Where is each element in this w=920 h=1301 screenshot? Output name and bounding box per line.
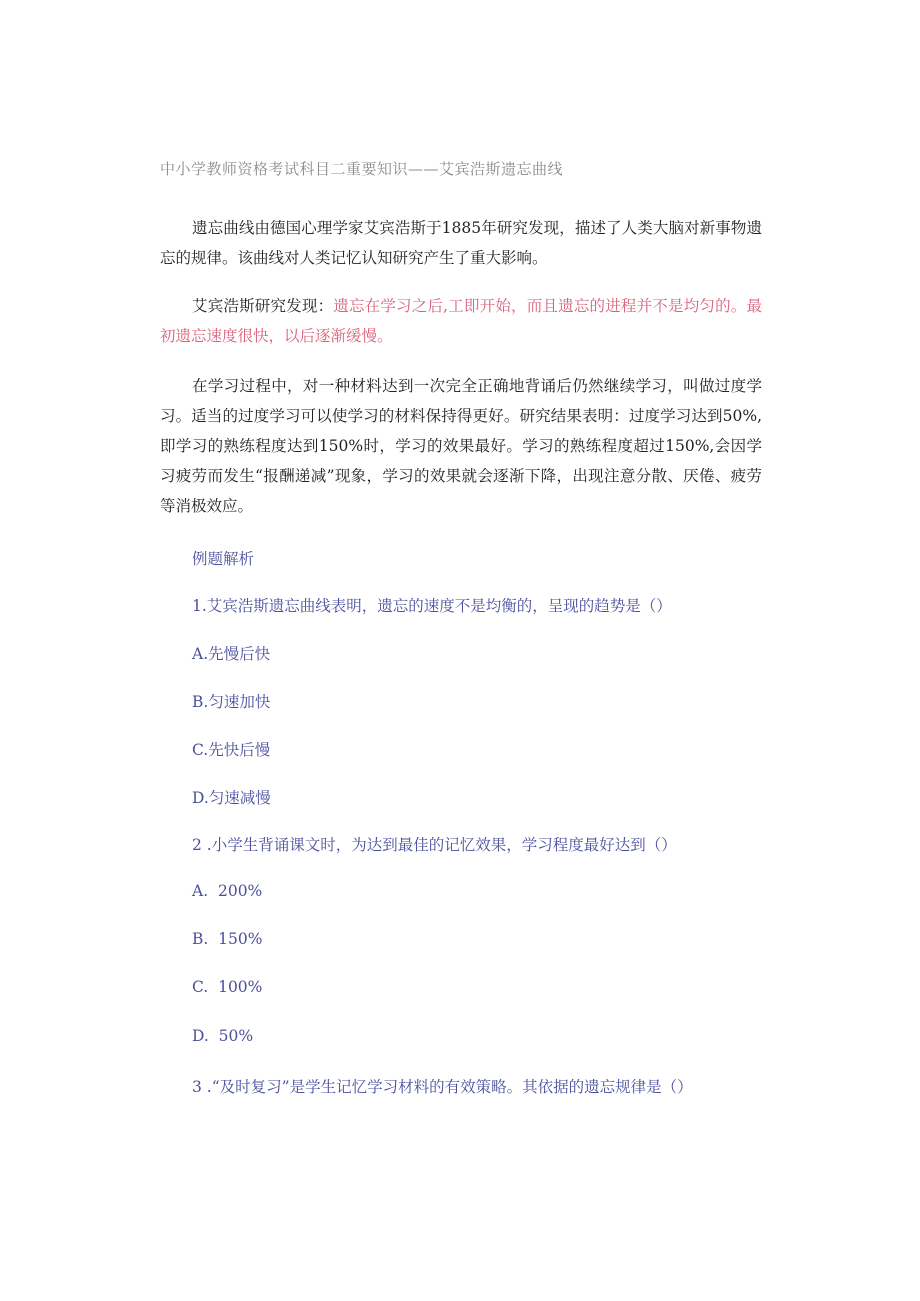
document-title: 中小学教师资格考试科目二重要知识——艾宾浩斯遗忘曲线 [160, 160, 564, 178]
intro-paragraph: 遗忘曲线由德国心理学家艾宾浩斯于1885年研究发现，描述了人类大脑对新事物遗忘的规律。该曲线对人类记忆认知研究产生了重大影响。 [160, 219, 762, 267]
research-finding-label: 艾宾浩斯研究发现： [192, 297, 334, 315]
question-3-stem: 3 .“及时复习”是学生记忆学习材料的有效策略。其依据的遗忘规律是（） [192, 1078, 693, 1096]
question-1-option-b: B.匀速加快 [192, 693, 271, 711]
question-1-option-a: A.先慢后快 [192, 645, 271, 663]
question-1-option-c: C.先快后慢 [192, 741, 271, 759]
question-1-option-d: D.匀速减慢 [192, 789, 271, 807]
question-2-option-a: A. 200% [192, 882, 263, 900]
question-2-option-b: B. 150% [192, 930, 263, 948]
question-2-stem: 2 .小学生背诵课文时，为达到最佳的记忆效果，学习程度最好达到（） [192, 836, 677, 854]
question-2-option-d: D. 50% [192, 1027, 254, 1045]
overlearning-paragraph: 在学习过程中，对一种材料达到一次完全正确地背诵后仍然继续学习，叫做过度学习。适当的过度学习可以使学习的材料保持得更好。研究结果表明：过度学习达到50%,即学习的熟练程度达到150%时，学习的效果最好。学习的熟练程度超过150%,会因学习疲劳而发生“报酬递减”现象，学习的效果就会逐渐下降，出现注意分散、厌倦、疲劳等消极效应。 [160, 377, 762, 515]
research-finding-paragraph [160, 291, 762, 351]
question-1-stem: 1.艾宾浩斯遗忘曲线表明，遗忘的速度不是均衡的，呈现的趋势是（） [192, 597, 672, 615]
question-2-option-c: C. 100% [192, 978, 263, 996]
examples-heading: 例题解析 [192, 550, 255, 568]
research-finding-highlight: 遗忘在学习之后,工即开始，而且遗忘的进程并不是均匀的。最初遗忘速度很快，以后逐渐缓慢。 [160, 297, 762, 345]
